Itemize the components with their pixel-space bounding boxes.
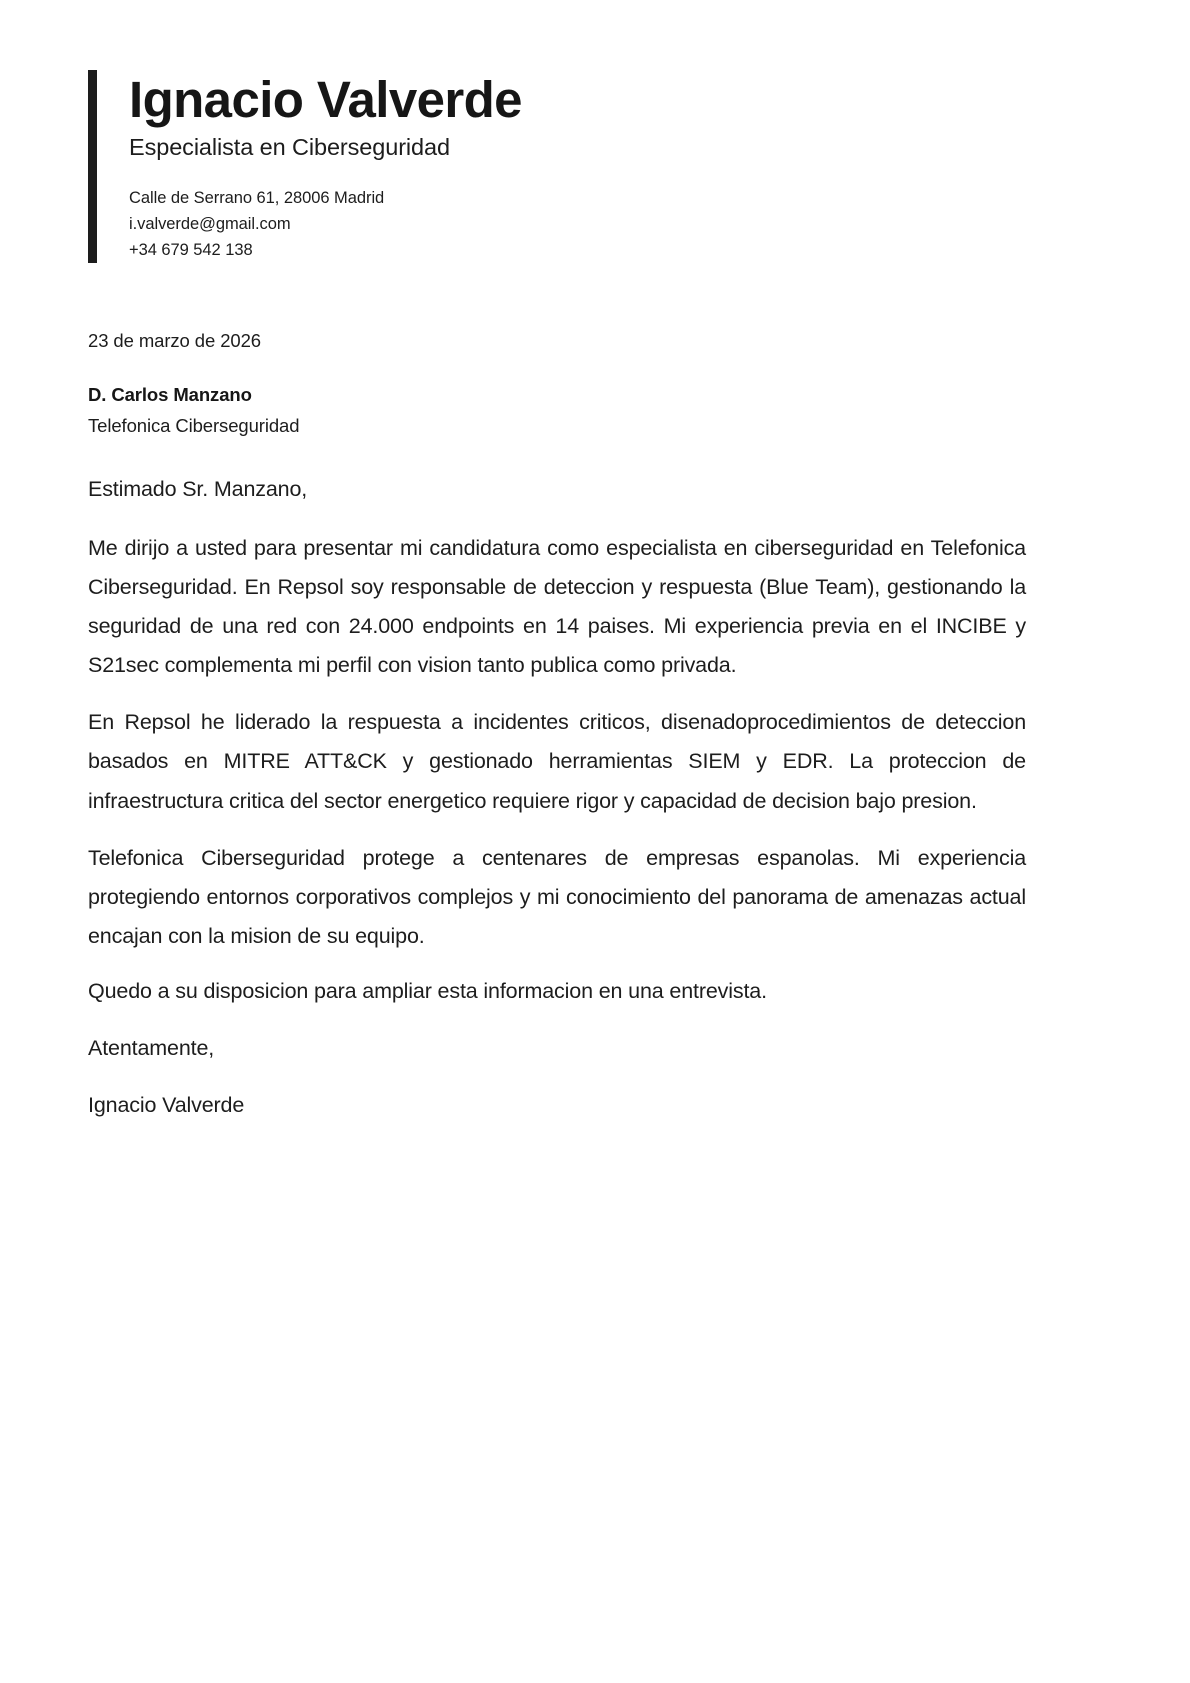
contact-address: Calle de Serrano 61, 28006 Madrid — [129, 189, 385, 208]
letter-salutation: Estimado Sr. Manzano, — [88, 477, 308, 501]
letter-header — [88, 70, 1038, 263]
letter-signature: Ignacio Valverde — [88, 1092, 245, 1117]
recipient-name: D. Carlos Manzano — [88, 383, 252, 405]
applicant-name: Ignacio Valverde — [129, 71, 522, 128]
letter-body — [88, 472, 1026, 1123]
header-content — [129, 70, 1038, 263]
letter-paragraph-3: Telefonica Ciberseguridad protege a centenares de empresas espanolas. Mi experiencia protegiendo entornos corporativos complejos y mi conocimiento del panorama de amenazas actual encajan con la mision de su equipo. — [88, 845, 1026, 948]
recipient-organization: Telefonica Ciberseguridad — [88, 414, 300, 436]
contact-phone: +34 679 542 138 — [129, 240, 253, 259]
header-accent-rule — [88, 70, 97, 263]
contact-email: i.valverde@gmail.com — [129, 215, 291, 234]
letter-closing: Atentamente, — [88, 1035, 215, 1060]
letter-paragraph-4: Quedo a su disposicion para ampliar esta informacion en una entrevista. — [88, 979, 767, 1004]
letter-meta — [88, 328, 1038, 440]
letter-paragraph-1: Me dirijo a usted para presentar mi candidatura como especialista en ciberseguridad en Telefonica Ciberseguridad. En Repsol soy responsable de deteccion y respuesta (Blue Team), gestionando la seguridad de una red con 24.000 endpoints en 14 paises. Mi experiencia previa en el INCIBE y S21sec complementa mi perfil con vision tanto publica como privada. — [88, 535, 1026, 678]
applicant-job-title: Especialista en Ciberseguridad — [129, 134, 450, 161]
letter-date: 23 de marzo de 2026 — [88, 330, 261, 351]
letter-paragraph-2: En Repsol he liderado la respuesta a incidentes criticos, disenadoprocedimientos de deteccion basados en MITRE ATT&CK y gestionado herramientas SIEM y EDR. La proteccion de infraestructura critica del sector energetico requiere rigor y capacidad de decision bajo presion. — [88, 710, 1026, 813]
